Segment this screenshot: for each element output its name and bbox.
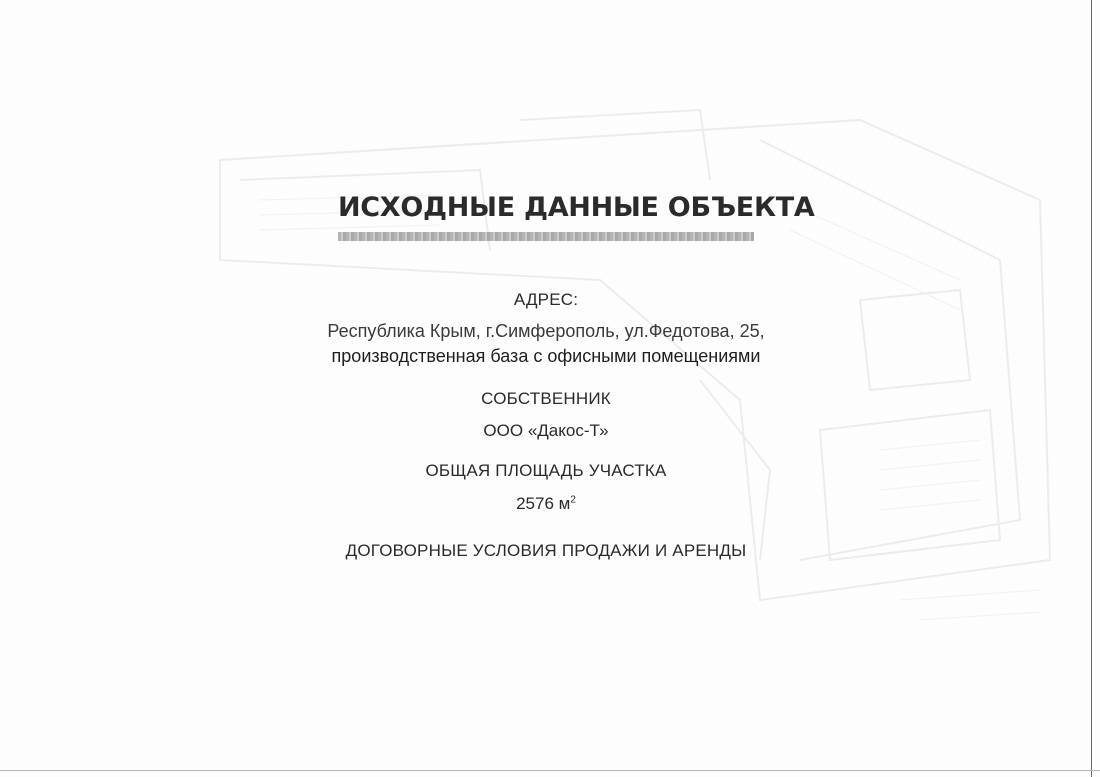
area-number: 2576 м <box>516 494 571 513</box>
address-line-2: производственная база с офисными помещениями <box>331 346 761 366</box>
scan-bottom-edge <box>0 770 1100 771</box>
owner-label: СОБСТВЕННИК <box>481 389 611 408</box>
area-unit-superscript: 2 <box>570 494 576 506</box>
scan-right-edge <box>1091 0 1092 777</box>
address-label: АДРЕС: <box>513 290 579 309</box>
area-value <box>0 494 1092 514</box>
page-title: ИСХОДНЫЕ ДАННЫЕ ОБЪЕКТА <box>338 192 815 223</box>
area-label: ОБЩАЯ ПЛОЩАДЬ УЧАСТКА <box>425 461 667 480</box>
address-line-1: Республика Крым, г.Симферополь, ул.Федотова, 25, <box>327 321 765 341</box>
terms-text: ДОГОВОРНЫЕ УСЛОВИЯ ПРОДАЖИ И АРЕНДЫ <box>345 541 747 560</box>
title-underline-bar <box>338 232 754 241</box>
owner-value: ООО «Дакос-Т» <box>483 421 609 440</box>
